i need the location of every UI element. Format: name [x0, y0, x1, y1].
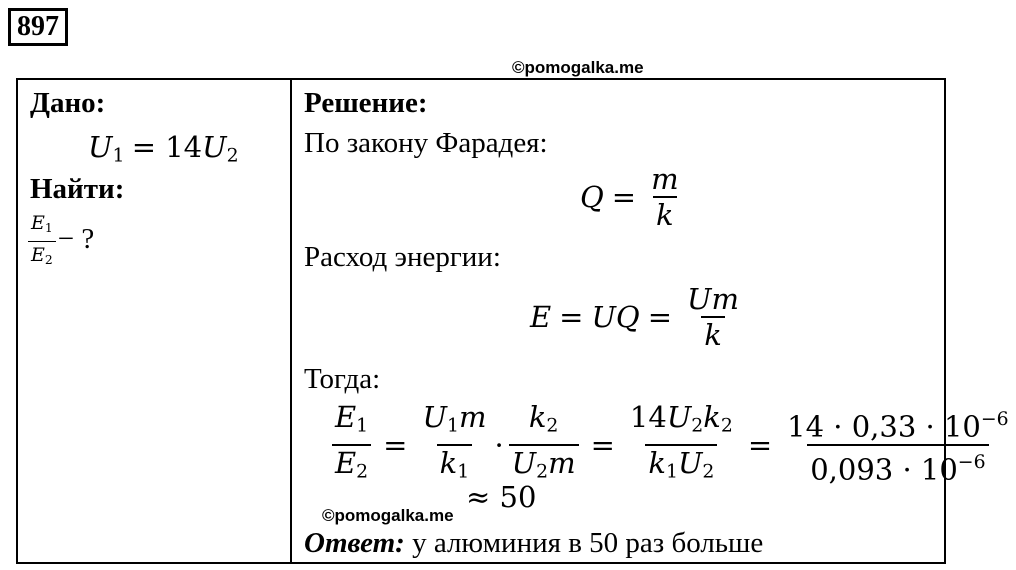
- faraday-formula: Q = $\frac{m}{k}$: [580, 162, 679, 232]
- energy-text: Расход энергии:: [304, 241, 501, 273]
- given-condition: $U_1 = 14U_2$: [88, 130, 239, 167]
- then-text: Тогда:: [304, 363, 381, 395]
- solution-table: [16, 78, 1009, 564]
- solution-heading: Решение:: [304, 87, 428, 119]
- answer: Ответ: у алюминия в 50 раз больше: [304, 527, 764, 559]
- final-result: ≈ 50: [466, 480, 537, 514]
- problem-number: 897: [8, 8, 68, 46]
- watermark-bottom: ©pomogalka.me: [322, 506, 454, 525]
- watermark-top: ©pomogalka.me: [512, 58, 644, 77]
- given-heading: Дано:: [30, 87, 106, 119]
- final-formula: $\frac{E_1}{E_2}$ = $\frac{U_1m}{k_1}$ · $\frac{k_2}{U_2m}$ = $\frac{14U_2k_2}{k_1U_2}$ = $\frac{14 \cdot 0,33 \cdot 10^{-6}}{0,093 \cdot 10^{-6}}$: [328, 402, 1016, 487]
- find-target: $\frac{E_1}{E_2}$ − ?: [28, 212, 94, 271]
- faraday-text: По закону Фарадея:: [304, 127, 548, 159]
- find-heading: Найти:: [30, 173, 125, 205]
- column-divider: [290, 80, 292, 562]
- energy-formula: E = UQ = $\frac{Um}{k}$: [530, 282, 739, 352]
